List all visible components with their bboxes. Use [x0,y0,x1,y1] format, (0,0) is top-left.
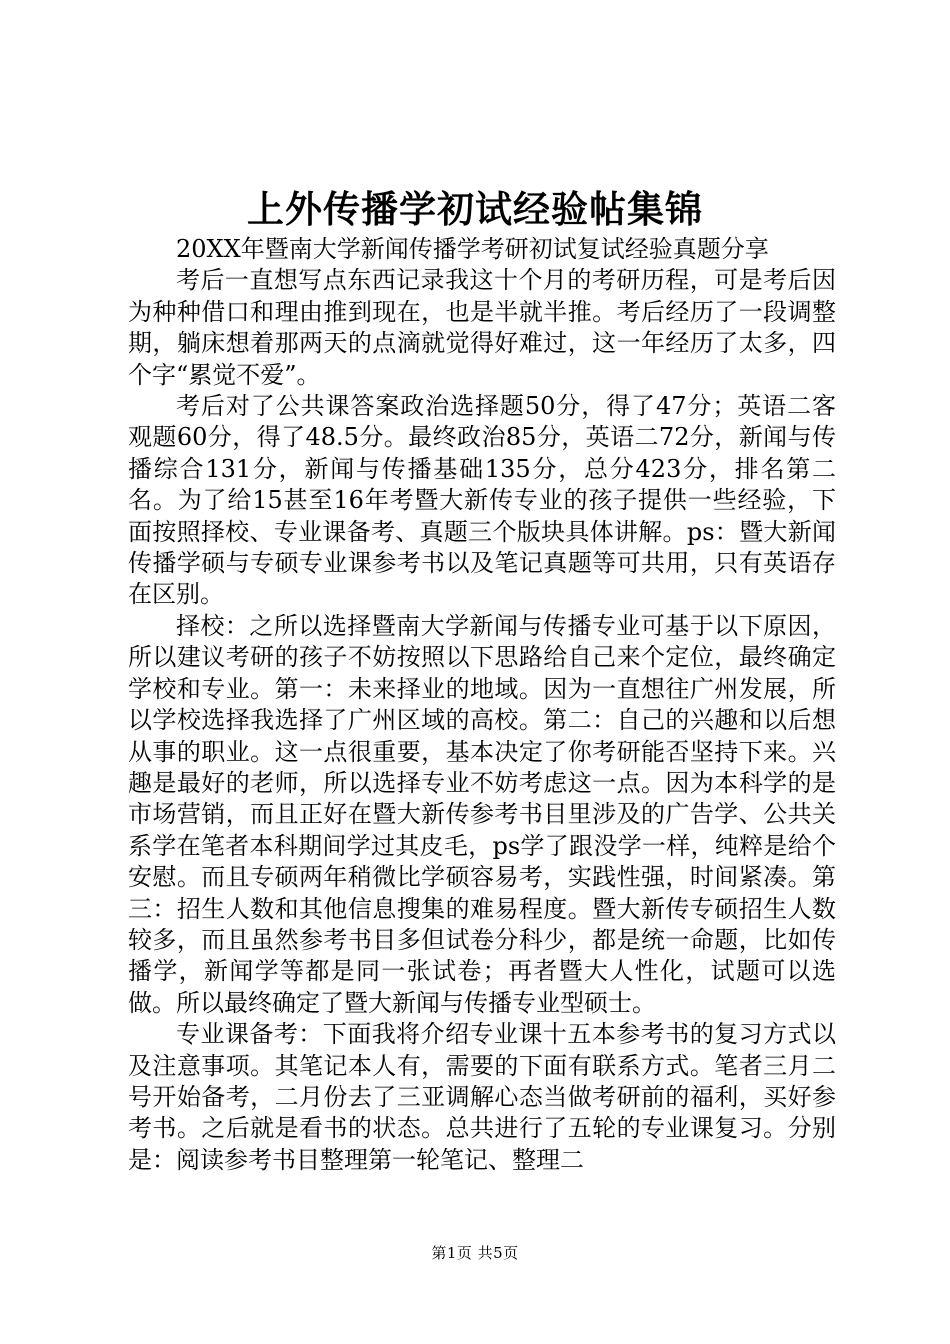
document-title: 上外传播学初试经验帖集锦 [247,187,703,231]
paragraph-intro: 考后一直想写点东西记录我这十个月的考研历程，可是考后因为种种借口和理由推到现在，也是半就半推。考后经历了一段调整期，躺床想着那两天的点滴就觉得好难过，这一年经历了太多，四个字“累觉不爱”。 [128,266,836,389]
paragraph-scores: 考后对了公共课答案政治选择题50分，得了47分；英语二客观题60分，得了48.5分。最终政治85分，英语二72分，新闻与传播综合131分，新闻与传播基础135分，总分423分，排名第二名。为了给15甚至16年考暨大新传专业的孩子提供一些经验，下面按照择校、专业课备考、真题三个版块具体讲解。ps：暨大新闻传播学硕与专硕专业课参考书以及笔记真题等可共用，只有英语存在区别。 [128,392,836,609]
paragraph-course-prep: 专业课备考：下面我将介绍专业课十五本参考书的复习方式以及注意事项。其笔记本人有，需要的下面有联系方式。笔者三月二号开始备考，二月份去了三亚调解心态当做考研前的福利，买好参考书。之后就是看书的状态。总共进行了五轮的专业课复习。分别是：阅读参考书目整理第一轮笔记、整理二 [128,1020,836,1174]
paragraph-subtitle: 20XX年暨南大学新闻传播学考研初试复试经验真题分享 [176,235,769,263]
page-number-footer: 第1页 共5页 [431,1244,519,1262]
paragraph-school-choice: 择校：之所以选择暨南大学新闻与传播专业可基于以下原因，所以建议考研的孩子不妨按照以下思路给自己来个定位，最终确定学校和专业。第一：未来择业的地域。因为一直想往广州发展，所以学校选择我选择了广州区域的高校。第二：自己的兴趣和以后想从事的职业。这一点很重要，基本决定了你考研能否坚持下来。兴趣是最好的老师，所以选择专业不妨考虑这一点。因为本科学的是市场营销，而且正好在暨大新传参考书目里涉及的广告学、公共关系学在笔者本科期间学过其皮毛，ps学了跟没学一样，纯粹是给个安慰。而且专硕两年稍微比学硕容易考，实践性强，时间紧凑。第三：招生人数和其他信息搜集的难易程度。暨大新传专硕招生人数较多，而且虽然参考书目多但试卷分科少，都是统一命题，比如传播学，新闻学等都是同一张试卷；再者暨大人性化，试题可以选做。所以最终确定了暨大新闻与传播专业型硕士。 [128,611,836,1017]
document-body [128,234,836,1176]
